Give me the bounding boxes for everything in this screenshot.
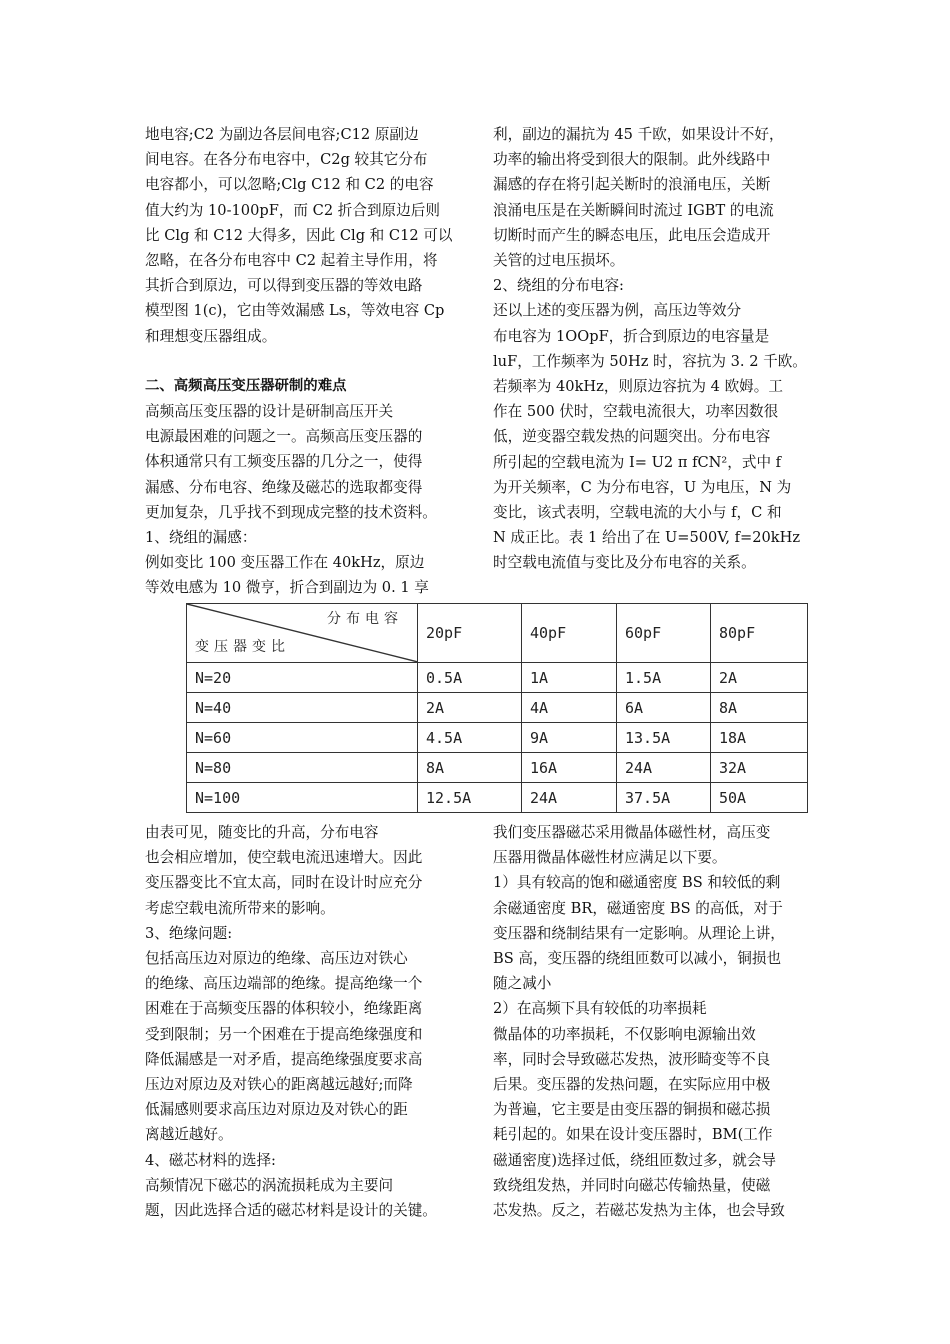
row-label: N=40 bbox=[187, 693, 418, 723]
subsection-heading-insulation: 3、绝缘问题: bbox=[145, 924, 233, 942]
text-line: 漏感的存在将引起关断时的浪涌电压，关断 bbox=[493, 176, 771, 194]
text-line: 压器用微晶体磁性材应满足以下要。 bbox=[493, 849, 727, 867]
text-line: 后果。变压器的发热问题，在实际应用中极 bbox=[493, 1076, 771, 1094]
table-cell: 2A bbox=[418, 693, 522, 723]
list-item-saturation bbox=[493, 870, 815, 996]
table-cell: 4.5A bbox=[418, 723, 522, 753]
text-line: 我们变压器磁芯采用微晶体磁性材，高压变 bbox=[493, 824, 771, 841]
text-line: 受到限制；另一个困难在于提高绝缘强度和 bbox=[145, 1025, 423, 1043]
table-cell: 18A bbox=[711, 723, 808, 753]
paragraph-table-conclusion bbox=[145, 820, 465, 921]
row-label: N=80 bbox=[187, 753, 418, 783]
table-cell: 2A bbox=[711, 663, 808, 693]
corner-label-ratio: 变压器变比 bbox=[195, 639, 290, 655]
text-line: 耗引起的。如果在设计变压器时，BM(工作 bbox=[493, 1126, 773, 1144]
text-line: 比 Clg 和 C12 大得多，因此 Clg 和 C12 可以 bbox=[145, 226, 453, 244]
text-line: 利，副边的漏抗为 45 千欧，如果设计不好， bbox=[493, 126, 784, 143]
text-line: 和理想变压器组成。 bbox=[145, 327, 277, 345]
subsection-heading-core-material: 4、磁芯材料的选择: bbox=[145, 1151, 276, 1169]
text-line: 率，同时会导致磁芯发热，波形畸变等不良 bbox=[493, 1050, 771, 1068]
text-line: N 成正比。表 1 给出了在 U=500V, f=20kHz bbox=[493, 529, 801, 547]
table-cell: 32A bbox=[711, 753, 808, 783]
subsection-heading-leakage: 1、绕组的漏感： bbox=[145, 529, 257, 547]
list-item-low-loss: 2）在高频下具有较低的功率损耗 bbox=[493, 1000, 707, 1018]
text-line: 由表可见，随变比的升高，分布电容 bbox=[145, 824, 379, 841]
text-line: 变压器变比不宜太高，同时在设计时应充分 bbox=[145, 874, 423, 892]
text-line: 高频高压变压器的设计是研制高压开关 bbox=[145, 403, 394, 421]
paragraph-power-loss bbox=[493, 1022, 815, 1224]
spacer bbox=[145, 349, 465, 374]
paragraph-leakage-continued bbox=[493, 122, 813, 273]
corner-label-capacitance: 分布电容 bbox=[327, 611, 403, 627]
text-line: 变比，该式表明，空载电流的大小与 f，C 和 bbox=[493, 504, 782, 522]
text-line: 时空载电流值与变比及分布电容的关系。 bbox=[493, 554, 756, 572]
text-line: 随之减小 bbox=[493, 975, 552, 993]
column-top-right bbox=[493, 122, 813, 576]
text-line: luF，工作频率为 50Hz 时，容抗为 3. 2 千欧。 bbox=[493, 352, 807, 370]
column-header: 80pF bbox=[711, 604, 808, 663]
row-label: N=100 bbox=[187, 783, 418, 813]
text-line: 低，逆变器空载发热的问题突出。分布电容 bbox=[493, 428, 771, 446]
paragraph-difficulty bbox=[145, 399, 465, 525]
text-line: 例如变比 100 变压器工作在 40kHz，原边 bbox=[145, 554, 425, 572]
table-row bbox=[187, 693, 808, 723]
table-row bbox=[187, 723, 808, 753]
paragraph-equivalent-circuit bbox=[145, 122, 465, 349]
text-line: 体积通常只有工频变压器的几分之一，使得 bbox=[145, 453, 423, 471]
column-header: 20pF bbox=[418, 604, 522, 663]
text-line: 磁通密度)选择过低，绕组匝数过多，就会导 bbox=[493, 1151, 776, 1169]
text-line: 功率的输出将受到很大的限制。此外线路中 bbox=[493, 151, 771, 169]
table-cell: 24A bbox=[617, 753, 711, 783]
text-line: 1）具有较高的饱和磁通密度 BS 和较低的剩 bbox=[493, 874, 781, 892]
table-cell: 16A bbox=[522, 753, 617, 783]
table-cell: 4A bbox=[522, 693, 617, 723]
table-cell: 8A bbox=[418, 753, 522, 783]
table-row bbox=[187, 783, 808, 813]
column-header: 60pF bbox=[617, 604, 711, 663]
text-line: 切断时而产生的瞬态电压，此电压会造成开 bbox=[493, 226, 771, 244]
text-line: 困难在于高频变压器的体积较小，绝缘距离 bbox=[145, 1000, 423, 1018]
text-line: 考虑空载电流所带来的影响。 bbox=[145, 899, 335, 917]
table-cell: 24A bbox=[522, 783, 617, 813]
text-line: 压边对原边及对铁心的距离越远越好;而降 bbox=[145, 1076, 413, 1094]
text-line: 等效电感为 10 微亨，折合到副边为 0. 1 享 bbox=[145, 579, 429, 597]
table-header-row bbox=[187, 604, 808, 663]
table-cell: 1.5A bbox=[617, 663, 711, 693]
text-line: 致绕组发热，并同时向磁芯传输热量，使磁 bbox=[493, 1176, 771, 1194]
text-line: 离越近越好。 bbox=[145, 1126, 233, 1144]
row-label: N=60 bbox=[187, 723, 418, 753]
text-line: 忽略，在各分布电容中 C2 起着主导作用，将 bbox=[145, 252, 438, 270]
text-line: 值大约为 10-100pF，而 C2 折合到原边后则 bbox=[145, 201, 440, 219]
table-cell: 12.5A bbox=[418, 783, 522, 813]
no-load-current-table bbox=[186, 603, 807, 807]
text-line: 漏感、分布电容、绝缘及磁芯的选取都变得 bbox=[145, 478, 423, 496]
text-line: 其折合到原边，可以得到变压器的等效电路 bbox=[145, 277, 423, 295]
text-line: 间电容。在各分布电容中，C2g 较其它分布 bbox=[145, 151, 428, 169]
text-line: 还以上述的变压器为例，高压边等效分 bbox=[493, 302, 742, 320]
table-cell: 50A bbox=[711, 783, 808, 813]
section-heading: 二、高频高压变压器研制的难点 bbox=[145, 377, 347, 394]
column-header: 40pF bbox=[522, 604, 617, 663]
table-cell: 6A bbox=[617, 693, 711, 723]
paragraph-insulation bbox=[145, 946, 465, 1148]
text-line: 也会相应增加，使空载电流迅速增大。因此 bbox=[145, 849, 423, 867]
text-line: 电容都小，可以忽略;Clg C12 和 C2 的电容 bbox=[145, 176, 434, 194]
text-line: 包括高压边对原边的绝缘、高压边对铁心 bbox=[145, 950, 408, 968]
text-line: 低漏感则要求高压边对原边及对铁心的距 bbox=[145, 1101, 408, 1119]
column-bottom-right bbox=[493, 820, 815, 1223]
text-line: 为普遍，它主要是由变压器的铜损和磁芯损 bbox=[493, 1101, 771, 1119]
table-cell: 37.5A bbox=[617, 783, 711, 813]
table-cell: 13.5A bbox=[617, 723, 711, 753]
table-cell: 9A bbox=[522, 723, 617, 753]
text-line: 地电容;C2 为副边各层间电容;C12 原副边 bbox=[145, 126, 419, 143]
paragraph-leakage bbox=[145, 550, 465, 600]
text-line: 变压器和绕制结果有一定影响。从理论上讲， bbox=[493, 924, 785, 942]
text-line: 余磁通密度 BR，磁通密度 BS 的高低，对于 bbox=[493, 899, 783, 917]
text-line: BS 高，变压器的绕组匝数可以减小，铜损也 bbox=[493, 950, 782, 968]
text-line: 关管的过电压损坏。 bbox=[493, 252, 625, 270]
data-table bbox=[186, 603, 808, 813]
text-line: 浪涌电压是在关断瞬间时流过 IGBT 的电流 bbox=[493, 201, 774, 219]
column-top-left bbox=[145, 122, 465, 601]
text-line: 芯发热。反之，若磁芯发热为主体，也会导致 bbox=[493, 1202, 785, 1220]
paragraph-capacitance bbox=[493, 298, 813, 575]
text-line: 模型图 1(c)，它由等效漏感 Ls，等效电容 Cp bbox=[145, 302, 445, 320]
table-cell: 8A bbox=[711, 693, 808, 723]
table-corner-cell bbox=[187, 604, 418, 663]
row-label: N=20 bbox=[187, 663, 418, 693]
column-bottom-left bbox=[145, 820, 465, 1223]
text-line: 若频率为 40kHz，则原边容抗为 4 欧姆。工 bbox=[493, 378, 783, 396]
text-line: 高频情况下磁芯的涡流损耗成为主要问 bbox=[145, 1176, 394, 1194]
text-line: 作在 500 伏时，空载电流很大，功率因数很 bbox=[493, 403, 779, 421]
table-cell: 0.5A bbox=[418, 663, 522, 693]
paragraph-core-material bbox=[145, 1173, 465, 1223]
table-row bbox=[187, 753, 808, 783]
text-line: 题，因此选择合适的磁芯材料是设计的关键。 bbox=[145, 1202, 437, 1220]
text-line: 电源最困难的问题之一。高频高压变压器的 bbox=[145, 428, 423, 446]
text-line: 降低漏感是一对矛盾，提高绝缘强度要求高 bbox=[145, 1050, 423, 1068]
subsection-heading-capacitance: 2、绕组的分布电容: bbox=[493, 277, 624, 295]
text-line: 微晶体的功率损耗，不仅影响电源输出效 bbox=[493, 1025, 756, 1043]
text-line: 所引起的空载电流为 I= U2 π fCN²，式中 f bbox=[493, 453, 782, 471]
text-line: 更加复杂，几乎找不到现成完整的技术资料。 bbox=[145, 503, 437, 521]
text-line: 为开关频率，C 为分布电容，U 为电压，N 为 bbox=[493, 478, 792, 496]
text-line: 的绝缘、高压边端部的绝缘。提高绝缘一个 bbox=[145, 975, 423, 993]
table-row bbox=[187, 663, 808, 693]
paragraph-core-intro bbox=[493, 820, 815, 870]
text-line: 布电容为 1OOpF，折合到原边的电容量是 bbox=[493, 327, 770, 345]
table-cell: 1A bbox=[522, 663, 617, 693]
